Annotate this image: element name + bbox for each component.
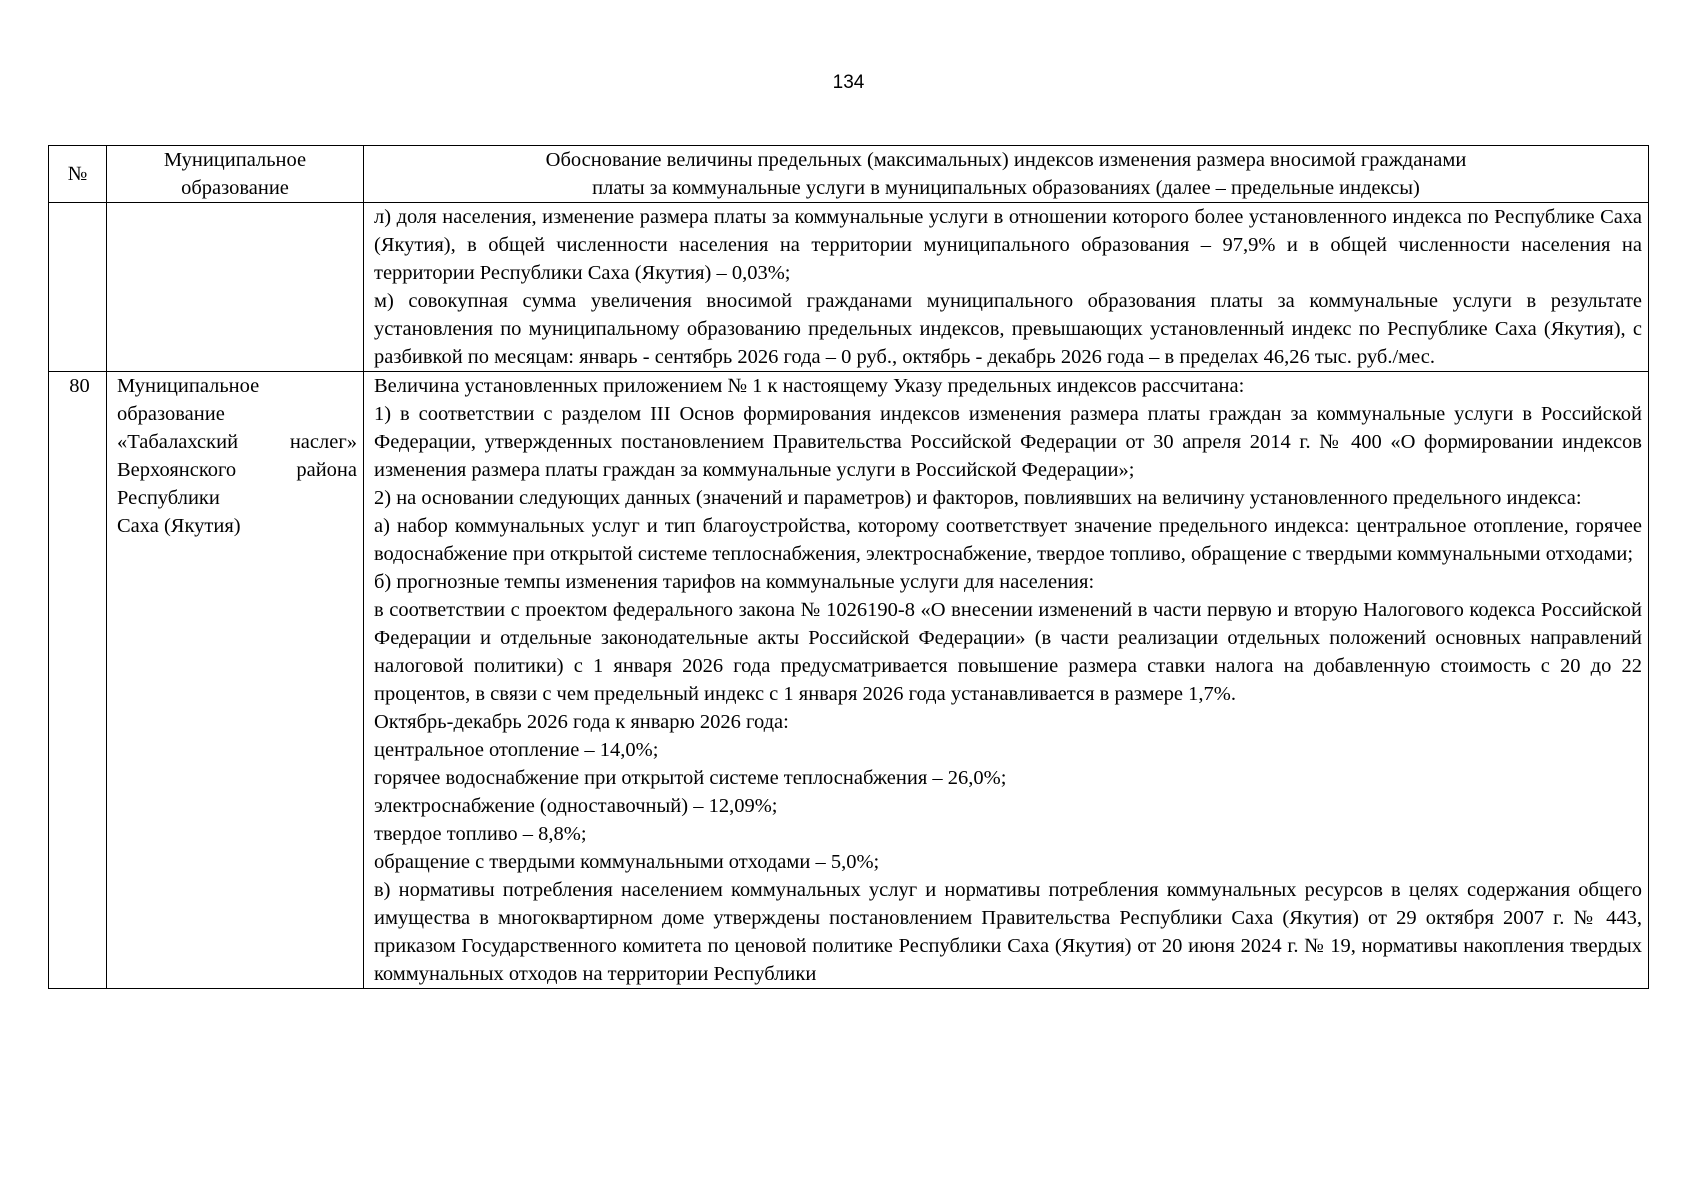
table-header-row xyxy=(49,146,1649,203)
paragraph-a: а) набор коммунальных услуг и тип благоустройства, которому соответствует значение предельного индекса: центральное отопление, горячее водоснабжение при открытой системе теплоснабжения, электроснабжение, твердое топливо, обращение с твердыми коммунальными отходами; xyxy=(374,515,1642,565)
municipality-line: Саха (Якутия) xyxy=(117,515,241,537)
paragraph-vat: в соответствии с проектом федерального закона № 1026190-8 «О внесении изменений в части первую и вторую Налогового кодекса Российской Федерации и отдельные законодательные акты Российской Федерации» (в части реализации отдельных положений основных направлений налоговой политики) с 1 января 2026 года предусматривается повышение размера ставки налога на добавленную стоимость с 20 до 22 процентов, в связи с чем предельный индекс с 1 января 2026 года устанавливается в размере 1,7%. xyxy=(374,599,1642,705)
paragraph-period: Октябрь-декабрь 2026 года к январю 2026 года: xyxy=(374,711,789,733)
municipality-cell xyxy=(107,372,364,989)
header-justification-line1: Обоснование величины предельных (максимальных) индексов изменения размера вносимой гражданами xyxy=(545,149,1467,171)
header-number: № xyxy=(49,146,107,203)
page-number: 134 xyxy=(832,72,865,93)
header-municipality: Муниципальное образование xyxy=(107,146,364,203)
tariff-electricity: электроснабжение (одноставочный) – 12,09%; xyxy=(374,795,778,817)
justification-cell xyxy=(364,372,1649,989)
indices-table xyxy=(48,145,1649,989)
tariff-waste: обращение с твердыми коммунальными отходами – 5,0%; xyxy=(374,851,880,873)
table-row-80 xyxy=(49,372,1649,989)
paragraph-1: 1) в соответствии с разделом III Основ формирования индексов изменения размера платы граждан за коммунальные услуги в Российской Федерации, утвержденных постановлением Правительства Российской Федерации от 30 апреля 2014 г. № 400 «О формировании индексов изменения размера платы граждан за коммунальные услуги в Российской Федерации»; xyxy=(374,403,1642,481)
paragraph-2: 2) на основании следующих данных (значений и параметров) и факторов, повлиявших на величину установленного предельного индекса: xyxy=(374,487,1582,509)
header-justification-line2: платы за коммунальные услуги в муниципальных образованиях (далее – предельные индексы) xyxy=(592,177,1420,199)
header-justification xyxy=(364,146,1649,203)
row-number-cell xyxy=(49,203,107,372)
municipality-line: «Табалахский наслег» xyxy=(117,431,357,453)
paragraph-intro: Величина установленных приложением № 1 к настоящему Указу предельных индексов рассчитана: xyxy=(374,375,1245,397)
paragraph-m: м) совокупная сумма увеличения вносимой гражданами муниципального образования платы за коммунальные услуги в результате установления по муниципальному образованию предельных индексов, превышающих установленный индекс по Республике Саха (Якутия), с разбивкой по месяцам: январь - сентябрь 2026 года – 0 руб., октябрь - декабрь 2026 года – в пределах 46,26 тыс. руб./мес. xyxy=(374,290,1642,368)
municipality-line: Республики xyxy=(117,487,220,509)
paragraph-v: в) нормативы потребления населением коммунальных услуг и нормативы потребления коммунальных ресурсов в целях содержания общего имущества в многоквартирном доме утверждены постановлением Правительства Республики Саха (Якутия) от 29 октября 2007 г. № 443, приказом Государственного комитета по ценовой политике Республики Саха (Якутия) от 20 июня 2024 г. № 19, нормативы накопления твердых коммунальных отходов на территории Республики xyxy=(374,879,1642,985)
tariff-hot-water: горячее водоснабжение при открытой системе теплоснабжения – 26,0%; xyxy=(374,767,1007,789)
municipality-cell xyxy=(107,203,364,372)
municipality-line: Муниципальное xyxy=(117,375,260,397)
paragraph-b: б) прогнозные темпы изменения тарифов на коммунальные услуги для населения: xyxy=(374,571,1095,593)
tariff-solid-fuel: твердое топливо – 8,8%; xyxy=(374,823,587,845)
municipality-line: Верхоянского района xyxy=(117,459,357,481)
table-row-continued xyxy=(49,203,1649,372)
paragraph-l: л) доля населения, изменение размера платы за коммунальные услуги в отношении которого более установленного индекса по Республике Саха (Якутия), в общей численности населения на территории муниципального образования – 97,9% и в общей численности населения на территории Республики Саха (Якутия) – 0,03%; xyxy=(374,206,1642,284)
tariff-heating: центральное отопление – 14,0%; xyxy=(374,739,659,761)
municipality-line: образование xyxy=(117,403,225,425)
row-number-cell: 80 xyxy=(49,372,107,989)
justification-cell xyxy=(364,203,1649,372)
